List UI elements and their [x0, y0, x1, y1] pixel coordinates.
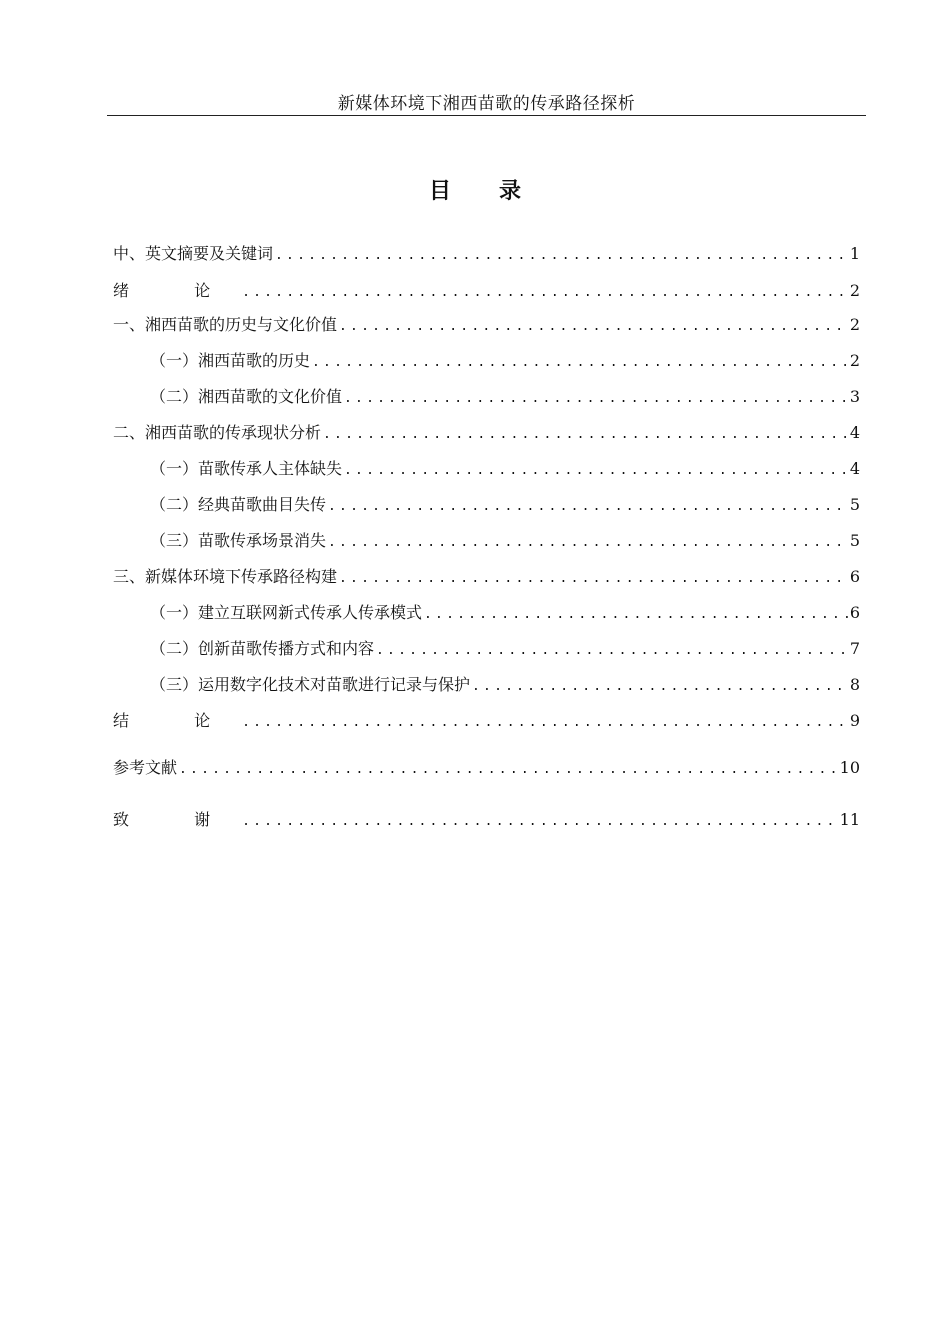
toc-entry[interactable]: [113, 419, 860, 447]
toc-entry-page: 3: [849, 387, 860, 406]
toc-title-part2: 录: [499, 179, 522, 204]
toc-entry-label: （三）运用数字化技术对苗歌进行记录与保护: [150, 675, 471, 694]
toc-entry-page: 1: [849, 244, 860, 263]
toc-dot-leader: [242, 808, 838, 836]
toc-entry-label: （一）苗歌传承人主体缺失: [150, 459, 343, 478]
toc-dot-leader: [323, 421, 848, 449]
toc-entry-label: 一、湘西苗歌的历史与文化价值: [113, 315, 338, 334]
toc-entry[interactable]: [150, 491, 860, 519]
header-divider: [107, 115, 866, 116]
toc-entry[interactable]: [150, 455, 860, 483]
toc-dot-leader: [328, 529, 848, 557]
toc-entry-page: 9: [849, 711, 860, 730]
toc-entry-label: （三）苗歌传承场景消失: [150, 531, 327, 550]
toc-title-part1: 目: [428, 179, 451, 204]
toc-entry-page: 5: [849, 495, 860, 514]
toc-entry[interactable]: [113, 707, 860, 735]
toc-entry[interactable]: [113, 277, 860, 305]
toc-entry-label: 三、新媒体环境下传承路径构建: [113, 567, 338, 586]
toc-dot-leader: [339, 313, 848, 341]
toc-entry-page: 8: [849, 675, 860, 694]
toc-dot-leader: [339, 565, 848, 593]
toc-entry-label: （二）创新苗歌传播方式和内容: [150, 639, 375, 658]
toc-entry-label: 绪 论: [113, 281, 241, 300]
toc-entry[interactable]: [150, 671, 860, 699]
toc-entry[interactable]: [113, 806, 860, 834]
toc-entry[interactable]: [150, 347, 860, 375]
toc-entry-label: 参考文献: [113, 758, 178, 777]
toc-entry-page: 4: [849, 423, 860, 442]
toc-entry-page: 6: [849, 567, 860, 586]
toc-entry-page: 5: [849, 531, 860, 550]
toc-entry[interactable]: [113, 311, 860, 339]
toc-title: [0, 176, 950, 208]
toc-dot-leader: [312, 349, 848, 377]
toc-entry[interactable]: [113, 240, 860, 268]
running-header-title: 新媒体环境下湘西苗歌的传承路径探析: [337, 94, 636, 114]
toc-entry[interactable]: [113, 563, 860, 591]
toc-entry-label: 中、英文摘要及关键词: [113, 244, 274, 263]
toc-entry-page: 6: [849, 603, 860, 622]
toc-dot-leader: [328, 493, 848, 521]
toc-dot-leader: [242, 279, 848, 307]
toc-entry-page: 10: [839, 758, 860, 777]
toc-entry[interactable]: [150, 635, 860, 663]
toc-entry-label: （二）经典苗歌曲目失传: [150, 495, 327, 514]
toc-entry-page: 4: [849, 459, 860, 478]
toc-entry-label: （二）湘西苗歌的文化价值: [150, 387, 343, 406]
toc-entry-page: 2: [849, 351, 860, 370]
toc-dot-leader: [424, 601, 848, 629]
toc-entry-label: （一）建立互联网新式传承人传承模式: [150, 603, 423, 622]
toc-dot-leader: [472, 673, 848, 701]
toc-entry[interactable]: [150, 527, 860, 555]
toc-entry-page: 2: [849, 281, 860, 300]
toc-dot-leader: [275, 242, 848, 270]
toc-entry-page: 2: [849, 315, 860, 334]
toc-dot-leader: [242, 709, 848, 737]
toc-entry-label: 二、湘西苗歌的传承现状分析: [113, 423, 322, 442]
toc-entry-label: （一）湘西苗歌的历史: [150, 351, 311, 370]
toc-dot-leader: [344, 457, 848, 485]
toc-entry[interactable]: [150, 383, 860, 411]
toc-entry[interactable]: [150, 599, 860, 627]
toc-entry[interactable]: [113, 754, 860, 782]
toc-entry-label: 结 论: [113, 711, 241, 730]
toc-entry-page: 7: [849, 639, 860, 658]
toc-dot-leader: [344, 385, 848, 413]
toc-dot-leader: [376, 637, 848, 665]
toc-entry-label: 致 谢: [113, 810, 241, 829]
toc-dot-leader: [179, 756, 838, 784]
toc-entry-page: 11: [839, 810, 860, 829]
